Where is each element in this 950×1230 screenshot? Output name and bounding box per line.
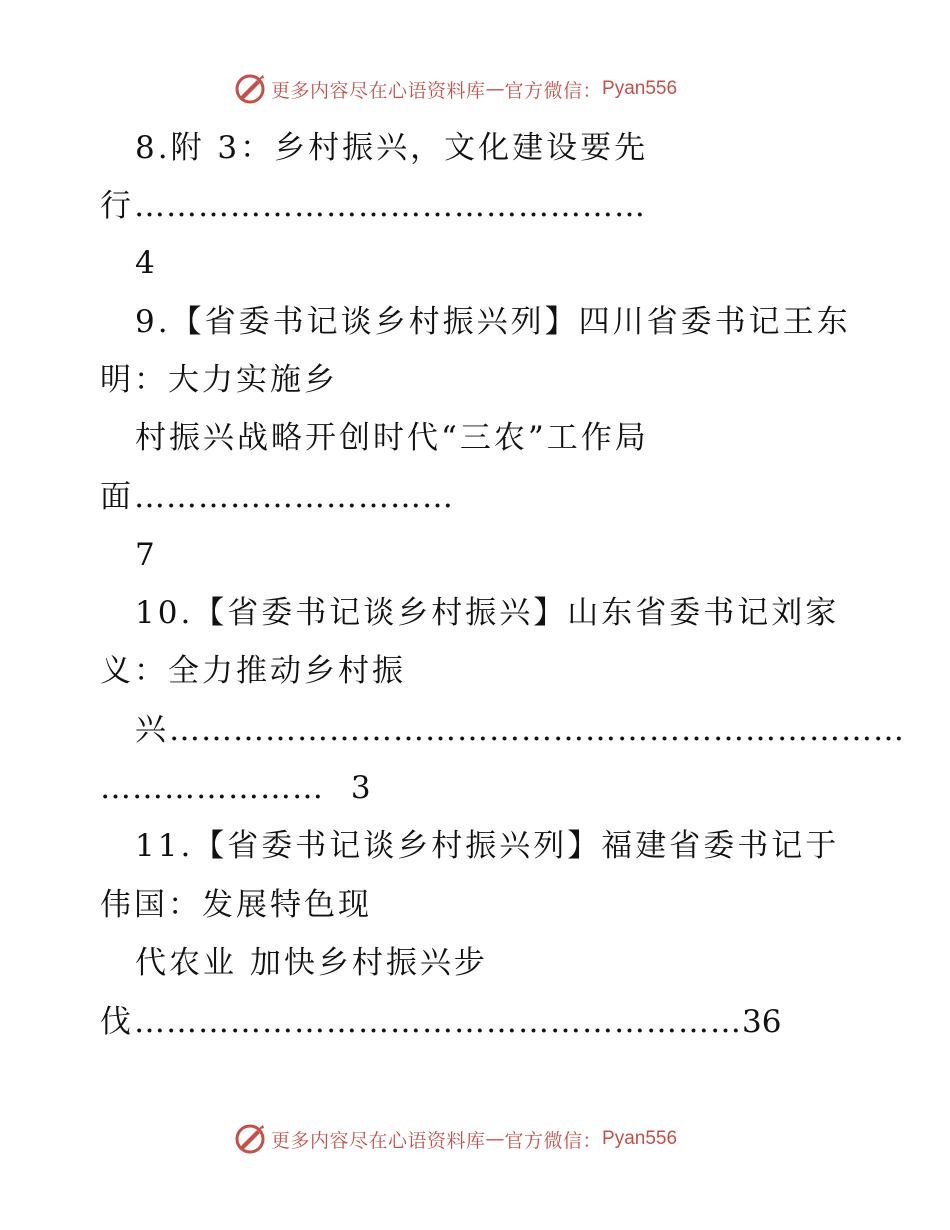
toc-entry-11-title-line1: 11.【省委书记谈乡村振兴列】福建省委书记于	[135, 828, 840, 864]
toc-entry-10-title-line1: 10.【省委书记谈乡村振兴】山东省委书记刘家	[135, 595, 840, 631]
toc-entry-9-last-char: 面	[100, 479, 134, 515]
watermark-wechat-label: 官方微信：	[504, 1129, 603, 1152]
toc-entry-8-leader	[100, 186, 646, 226]
watermark-separator: —	[485, 1128, 505, 1150]
toc-entry-10-page: 3	[350, 770, 371, 806]
toc-entry-9-leader	[100, 477, 454, 517]
toc-entry-10-title-line2: 义：全力推动乡村振	[100, 653, 406, 689]
watermark-text: 更多内容尽在心语资料库	[271, 79, 486, 102]
watermark-wechat-label: 官方微信：	[504, 79, 603, 102]
quill-logo-icon	[233, 72, 267, 106]
toc-entry-11-title-line3: 代农业 加快乡村振兴步	[135, 945, 488, 981]
toc-entry-9-title-line2: 明：大力实施乡	[100, 362, 338, 398]
toc-entry-9-title-line1: 9.【省委书记谈乡村振兴列】四川省委书记王东	[135, 304, 851, 340]
toc-entry-10-dots: ……………………………………………………………	[169, 712, 905, 748]
toc-entry-11-title-line2: 伟国：发展特色现	[100, 887, 372, 923]
toc-entry-9-dots: …………………………	[134, 479, 454, 515]
header-watermark	[233, 72, 677, 106]
toc-entry-10-dots-cont: …………………	[100, 770, 324, 806]
toc-entry-11-leader	[100, 1002, 781, 1042]
toc-entry-10-leader-cont	[100, 768, 371, 808]
footer-watermark	[233, 1122, 677, 1156]
toc-entry-8-title: 8.附 3：乡村振兴，文化建设要先	[135, 130, 649, 166]
toc-entry-10-last-char: 兴	[135, 712, 169, 748]
watermark-wechat-id: Pyan556	[602, 1128, 678, 1149]
toc-entry-8-last-char: 行	[100, 188, 134, 224]
watermark-separator: —	[485, 78, 505, 100]
toc-entry-10-leader	[135, 710, 905, 750]
toc-entry-11-dots: …………………………………………………	[134, 1004, 742, 1040]
toc-entry-9-page: 7	[135, 537, 155, 573]
watermark-wechat-id: Pyan556	[602, 78, 678, 99]
quill-logo-icon	[233, 1122, 267, 1156]
toc-entry-11-last-char: 伐	[100, 1004, 134, 1040]
toc-entry-9-title-line3: 村振兴战略开创时代“三农”工作局	[135, 420, 649, 456]
toc-entry-11-page: 36	[742, 1004, 782, 1040]
watermark-text: 更多内容尽在心语资料库	[271, 1129, 486, 1152]
toc-entry-8-page: 4	[135, 245, 155, 281]
toc-entry-8-dots: …………………………………………	[134, 188, 646, 224]
